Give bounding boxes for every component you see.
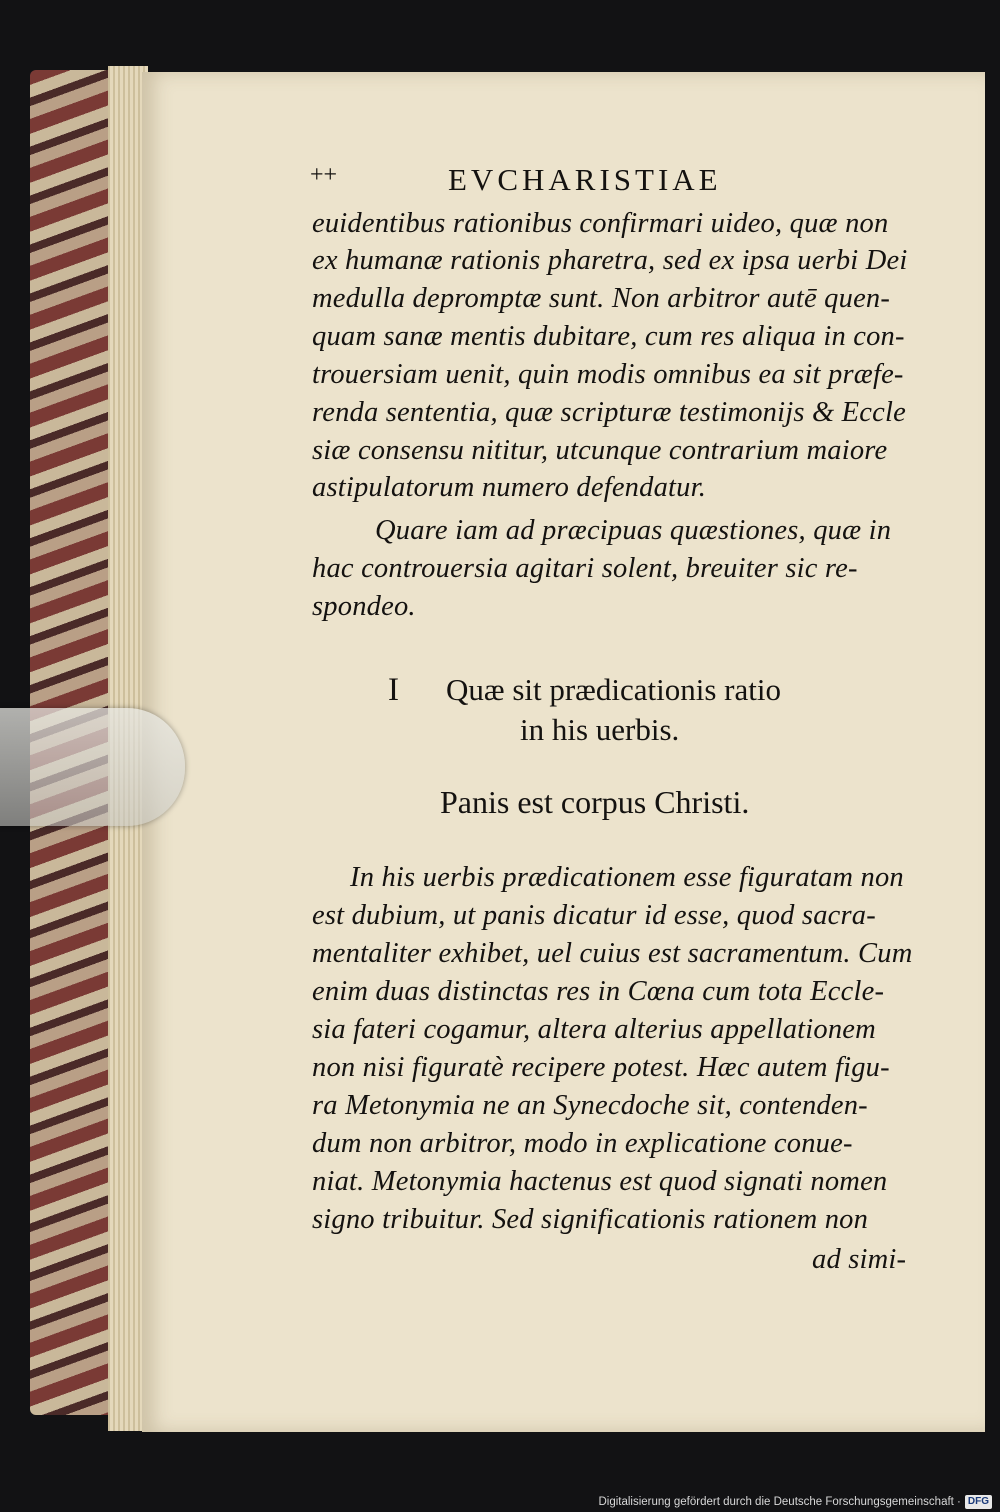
dfg-logo: DFG (965, 1495, 992, 1509)
digitization-footer (598, 1493, 992, 1510)
text-line: medulla depromptæ sunt. Non arbitror autē quen- (312, 283, 891, 314)
text-line: In his uerbis prædicationem esse figuratam non (350, 862, 904, 893)
section-heading: Quæ sit prædicationis ratio (446, 672, 781, 707)
text-line: non nisi figuratè recipere potest. Hæc autem figu- (312, 1052, 890, 1083)
text-line: spondeo. (312, 591, 416, 622)
section-number: I (388, 672, 399, 708)
text-line: mentaliter exhibet, uel cuius est sacramentum. Cum (312, 938, 913, 969)
text-line: euidentibus rationibus confirmari uideo, quæ non (312, 208, 889, 239)
text-line: sia fateri cogamur, altera alterius appellationem (312, 1014, 876, 1045)
text-line: siæ consensu nititur, utcunque contrarium maiore (312, 435, 888, 466)
running-head: EVCHARISTIAE (448, 162, 722, 197)
text-line: ra Metonymia ne an Synecdoche sit, contenden- (312, 1090, 868, 1121)
text-line: dum non arbitror, modo in explicatione conue- (312, 1128, 853, 1159)
text-line: astipulatorum numero defendatur. (312, 472, 707, 503)
quoted-phrase: Panis est corpus Christi. (440, 784, 750, 820)
text-line: est dubium, ut panis dicatur id esse, quod sacra- (312, 900, 876, 931)
text-line: Quare iam ad præcipuas quæstiones, quæ in (375, 515, 892, 546)
footer-text: Digitalisierung gefördert durch die Deutsche Forschungsgemeinschaft · (598, 1495, 961, 1508)
section-heading: in his uerbis. (520, 712, 680, 747)
text-line: trouersiam uenit, quin modis omnibus ea sit præfe- (312, 359, 904, 390)
book-strap (0, 708, 185, 826)
catchword: ad simi- (812, 1244, 907, 1275)
text-line: hac controuersia agitari solent, breuiter sic re- (312, 553, 858, 584)
page-marks: ++ (310, 162, 338, 188)
text-line: quam sanæ mentis dubitare, cum res aliqua in con- (312, 321, 905, 352)
text-line: ex humanæ rationis pharetra, sed ex ipsa uerbi Dei (312, 245, 908, 276)
text-line: niat. Metonymia hactenus est quod signati nomen (312, 1166, 888, 1197)
text-line: enim duas distinctas res in Cœna cum tota Eccle- (312, 976, 885, 1007)
text-line: signo tribuitur. Sed significationis rationem non (312, 1204, 869, 1235)
text-line: renda sententia, quæ scripturæ testimonijs & Eccle (312, 397, 906, 428)
